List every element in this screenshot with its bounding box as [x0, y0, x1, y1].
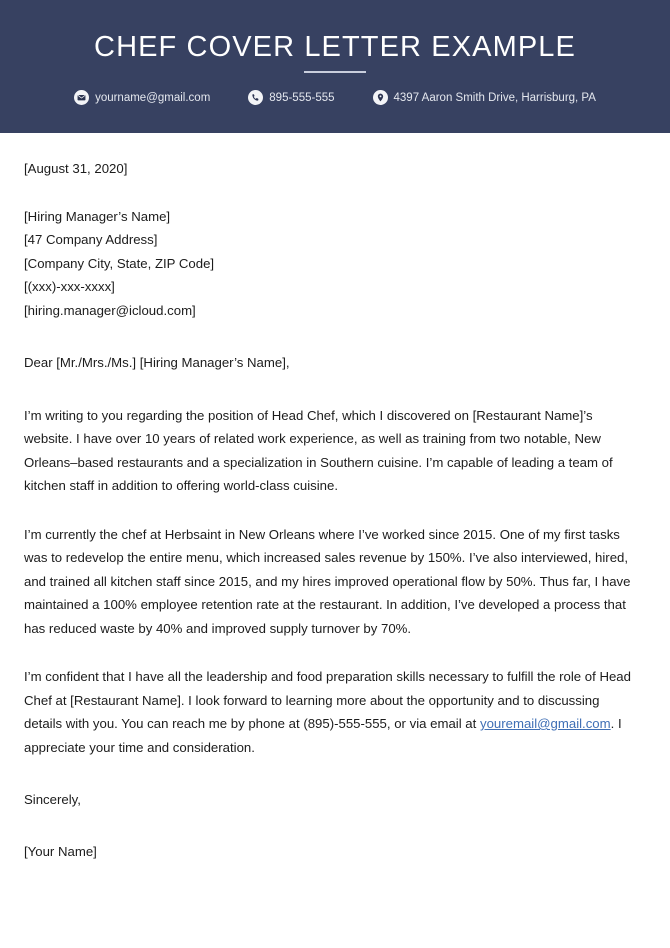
letter-header	[0, 0, 670, 133]
contact-phone-label: 895-555-555	[269, 91, 335, 104]
body-paragraph-2: I’m currently the chef at Herbsaint in New Orleans where I’ve worked since 2015. One of my first tasks was to redevelop the entire menu, which increased sales revenue by 150%. I’ve also interviewed, hired, and trained all kitchen staff since 2015, and my hires improved operational flow by 50%. Thus far, I have maintained a 100% employee retention rate at the restaurant. In addition, I’ve developed a process that has reduced waste by 40% and improved supply turnover by 70%.	[24, 526, 631, 636]
recipient-line-phone: [(xxx)-xxx-xxxx]	[24, 279, 115, 294]
body-paragraph-3	[24, 640, 640, 759]
salutation: Dear [Mr./Mrs./Ms.] [Hiring Manager’s Name],	[24, 355, 290, 370]
contact-phone[interactable]	[248, 90, 334, 105]
page-title: CHEF COVER LETTER EXAMPLE	[94, 31, 576, 63]
recipient-line-name: [Hiring Manager’s Name]	[24, 208, 171, 224]
recipient-block	[24, 181, 640, 323]
paragraph-3-text-after-link: . I appreciate your time and consideration.	[24, 716, 622, 755]
contact-address[interactable]	[373, 90, 596, 105]
envelope-icon	[74, 90, 89, 105]
letter-body	[0, 133, 670, 863]
signature-name: [Your Name]	[24, 843, 97, 859]
email-link[interactable]: youremail@gmail.com	[479, 716, 611, 731]
recipient-line-address: [47 Company Address]	[24, 232, 158, 247]
recipient-line-email: [hiring.manager@icloud.com]	[24, 302, 196, 318]
letter-date: [August 31, 2020]	[24, 161, 128, 176]
contact-email-label: yourname@gmail.com	[95, 91, 211, 104]
recipient-line-city: [Company City, State, ZIP Code]	[24, 255, 215, 271]
title-divider	[304, 71, 366, 73]
phone-icon	[248, 90, 263, 105]
contact-row	[0, 90, 670, 105]
contact-email[interactable]	[74, 90, 210, 105]
body-paragraph-1: I’m writing to you regarding the position of Head Chef, which I discovered on [Restaurant Name]’s website. I have over 10 years of related work experience, as well as training from two notable, New Orleans–based restaurants and a specialization in Southern cuisine. I’m capable of leading a team of kitchen staff in addition to offering world-class cuisine.	[24, 407, 613, 493]
map-pin-icon	[373, 90, 388, 105]
contact-address-label: 4397 Aaron Smith Drive, Harrisburg, PA	[393, 91, 596, 104]
closing-line: Sincerely,	[24, 792, 81, 807]
paragraph-3-text-before-link: I’m confident that I have all the leadership and food preparation skills necessary to fulfill the role of Head Chef at [Restaurant Name]. I look forward to learning more about the opportunity and to discussing details with you. You can reach me by phone at (895)-555-555, or via email at	[24, 669, 631, 731]
